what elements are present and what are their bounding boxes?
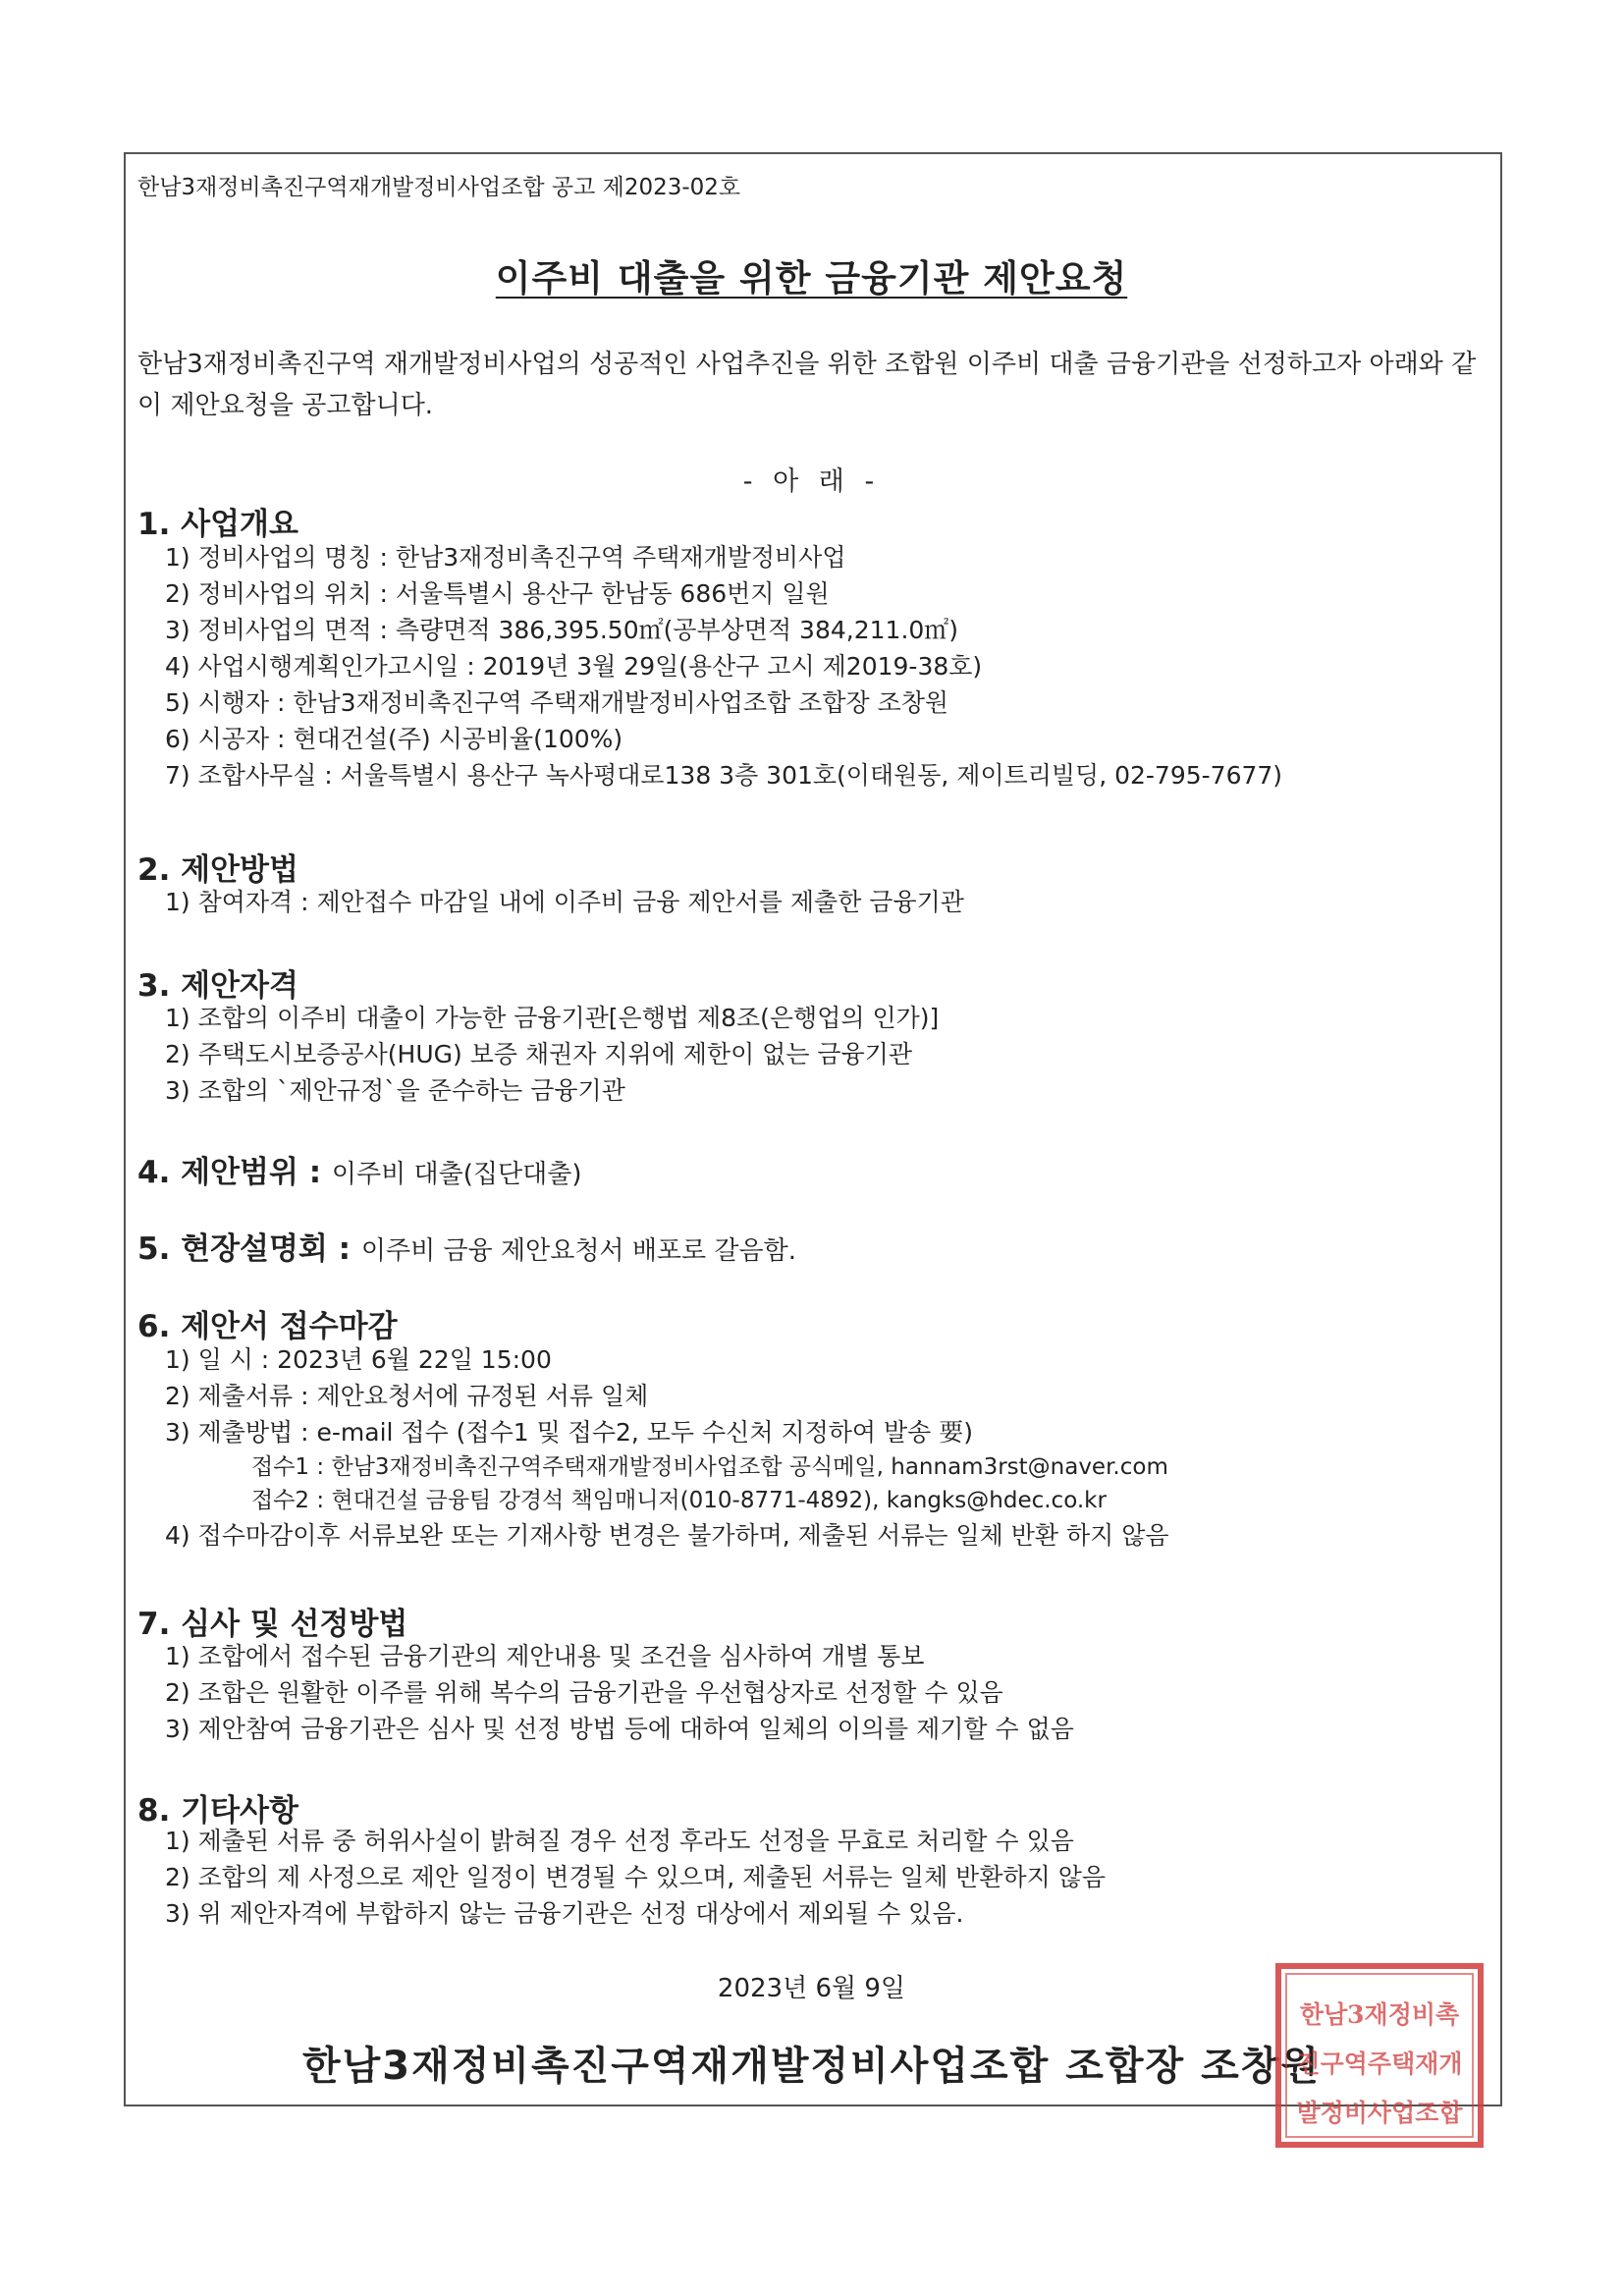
list-item: 5) 시행자 : 한남3재정비촉진구역 주택재개발정비사업조합 조합장 조창원 — [165, 688, 949, 717]
section-items-review — [165, 1638, 1074, 1747]
list-sub-item: 접수1 : 한남3재정비촉진구역주택재개발정비사업조합 공식메일, hannam3rst@naver.com — [251, 1454, 1168, 1480]
list-item: 3) 제안참여 금융기관은 심사 및 선정 방법 등에 대하여 일체의 이의를 제기할 수 없음 — [165, 1715, 1074, 1743]
list-item: 3) 정비사업의 면적 : 측량면적 386,395.50㎡(공부상면적 384,211.0㎡) — [165, 616, 959, 644]
section-heading-eligibility: 3. 제안자격 — [137, 968, 298, 1004]
document-border — [124, 152, 1502, 2106]
list-item: 4) 접수마감이후 서류보완 또는 기재사항 변경은 불가하며, 제출된 서류는 일체 반환 하지 않음 — [165, 1521, 1169, 1550]
section-heading-misc: 8. 기타사항 — [137, 1793, 298, 1829]
list-item: 3) 위 제안자격에 부합하지 않는 금융기관은 선정 대상에서 제외될 수 있음. — [165, 1899, 964, 1928]
seal-line-2: 진구역주택재개 — [1296, 2050, 1463, 2078]
list-sub-item: 접수2 : 현대건설 금융팀 강경석 책임매니저(010-8771-4892), kangks@hdec.co.kr — [251, 1488, 1107, 1513]
list-item: 2) 조합은 원활한 이주를 위해 복수의 금융기관을 우선협상자로 선정할 수 있음 — [165, 1678, 1003, 1707]
section-heading-review: 7. 심사 및 선정방법 — [137, 1607, 408, 1642]
signature-line: 한남3재정비촉진구역재개발정비사업조합 조합장 조창원 — [301, 2044, 1322, 2089]
list-item: 2) 제출서류 : 제안요청서에 규정된 서류 일체 — [165, 1382, 649, 1410]
seal-line-1: 한남3재정비촉 — [1299, 2000, 1460, 2029]
notice-date: 2023년 6월 9일 — [717, 1974, 906, 2003]
briefing-text: 이주비 금융 제안요청서 배포로 갈음함. — [360, 1236, 797, 1266]
section-heading-scope — [137, 1147, 582, 1191]
seal-line-3: 발정비사업조합 — [1296, 2099, 1463, 2127]
list-item: 1) 조합의 이주비 대출이 가능한 금융기관[은행법 제8조(은행업의 인가)] — [165, 1004, 940, 1032]
official-seal-icon — [1274, 1962, 1485, 2149]
list-item: 2) 주택도시보증공사(HUG) 보증 채권자 지위에 제한이 없는 금융기관 — [165, 1040, 913, 1068]
section-heading-method: 2. 제안방법 — [137, 852, 298, 888]
section-items-eligibility — [165, 1000, 939, 1109]
list-item: 4) 사업시행계획인가고시일 : 2019년 3월 29일(용산구 고시 제2019-38호) — [165, 652, 983, 681]
list-item: 1) 조합에서 접수된 금융기관의 제안내용 및 조건을 심사하여 개별 통보 — [165, 1642, 925, 1670]
list-item: 1) 정비사업의 명칭 : 한남3재정비촉진구역 주택재개발정비사업 — [165, 543, 846, 572]
section-heading-overview: 1. 사업개요 — [137, 507, 298, 542]
list-item: 6) 시공자 : 현대건설(주) 시공비율(100%) — [165, 725, 623, 753]
section-items-deadline — [165, 1341, 1169, 1554]
list-item: 3) 제출방법 : e-mail 접수 (접수1 및 접수2, 모두 수신처 지정하여 발송 要) — [165, 1418, 973, 1447]
list-item: 2) 조합의 제 사정으로 제안 일정이 변경될 수 있으며, 제출된 서류는 일체 반환하지 않음 — [165, 1863, 1107, 1891]
document-title — [0, 248, 1623, 301]
section-items-misc — [165, 1823, 1106, 1932]
list-item: 7) 조합사무실 : 서울특별시 용산구 녹사평대로138 3층 301호(이태원동, 제이트리빌딩, 02-795-7677) — [165, 761, 1283, 790]
list-item: 1) 제출된 서류 중 허위사실이 밝혀질 경우 선정 후라도 선정을 무효로 처리할 수 있음 — [165, 1827, 1074, 1855]
briefing-heading: 5. 현장설명회 : — [137, 1231, 352, 1267]
title-text: 이주비 대출을 위한 금융기관 제안요청 — [495, 257, 1128, 300]
list-item: 1) 참여자격 : 제안접수 마감일 내에 이주비 금융 제안서를 제출한 금융기관 — [165, 888, 964, 916]
notice-number: 한남3재정비촉진구역재개발정비사업조합 공고 제2023-02호 — [137, 175, 741, 200]
below-label: - 아 래 - — [742, 466, 881, 497]
scope-text: 이주비 대출(집단대출) — [331, 1160, 582, 1189]
intro-paragraph: 한남3재정비촉진구역 재개발정비사업의 성공적인 사업추진을 위한 조합원 이주비 대출 금융기관을 선정하고자 아래와 같이 제안요청을 공고합니다. — [137, 350, 1477, 420]
list-item: 1) 일 시 : 2023년 6월 22일 15:00 — [165, 1345, 552, 1374]
list-item: 2) 정비사업의 위치 : 서울특별시 용산구 한남동 686번지 일원 — [165, 579, 830, 608]
section-heading-deadline: 6. 제안서 접수마감 — [137, 1309, 398, 1344]
section-items-method — [165, 884, 964, 920]
scope-heading: 4. 제안범위 : — [137, 1155, 322, 1190]
section-items-overview — [165, 539, 1282, 793]
list-item: 3) 조합의 `제안규정`을 준수하는 금융기관 — [165, 1076, 625, 1105]
section-heading-briefing — [137, 1224, 796, 1268]
